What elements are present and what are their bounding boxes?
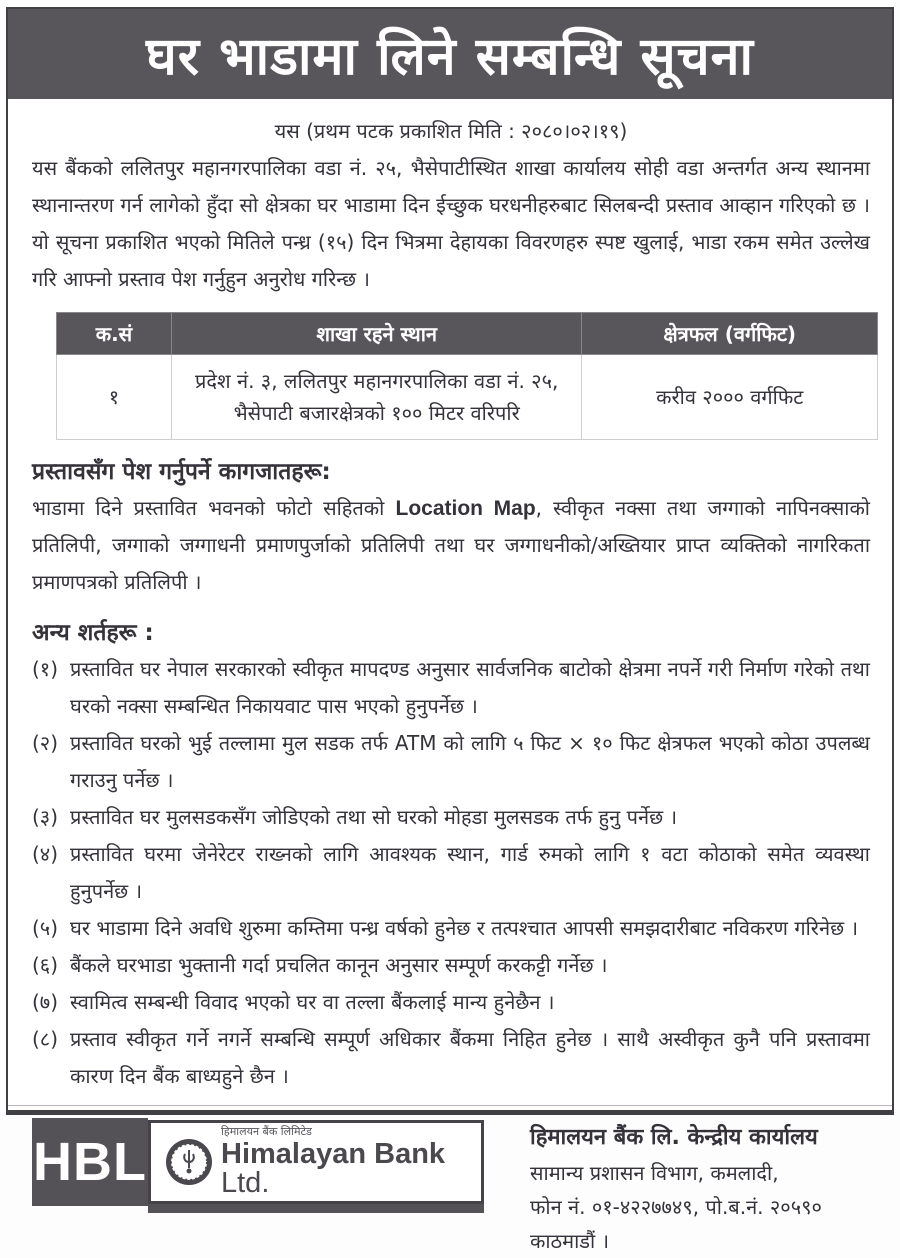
bank-ltd: Ltd. <box>221 1167 270 1199</box>
terms-heading: अन्य शर्तहरू : <box>32 620 154 646</box>
table-header-row <box>57 313 878 355</box>
table-row <box>57 355 878 440</box>
term-text: प्रस्तावित घर मुलसडकसँग जोडिएको तथा सो घरको मोहडा मुलसडक तर्फ हुनु पर्नेछ । <box>70 805 678 829</box>
office-contact: फोन नं. ०१-४२२७७४९, पो.ब.नं. २०५९० काठमाडौं । <box>530 1195 822 1253</box>
hbl-letters-badge: HBL <box>32 1118 148 1206</box>
term-number: (७) <box>32 990 59 1014</box>
term-item-3 <box>32 799 870 836</box>
term-item-2 <box>32 725 870 799</box>
term-number: (५) <box>32 916 59 940</box>
office-address-block <box>530 1118 870 1258</box>
term-number: (१) <box>32 657 59 681</box>
term-number: (२) <box>32 731 59 755</box>
documents-heading: प्रस्तावसँग पेश गर्नुपर्ने कागजातहरू: <box>32 459 331 485</box>
term-item-4 <box>32 836 870 910</box>
location-line-1: प्रदेश नं. ३, ललितपुर महानगरपालिका वडा नं. २५, <box>195 369 559 393</box>
bank-name-devanagari: हिमालयन बैंक लिमिटेड <box>221 1125 312 1138</box>
terms-list <box>32 651 870 1095</box>
office-title: हिमालयन बैंक लि. केन्द्रीय कार्यालय <box>530 1125 818 1150</box>
location-map-label: Location Map <box>395 497 536 520</box>
term-text: घर भाडामा दिने अवधि शुरुमा कम्तिमा पन्ध्र वर्षको हुनेछ र तत्पश्चात आपसी समझदारीबाट नविकरण गरिनेछ । <box>70 916 859 940</box>
bank-name-bold: Himalayan Bank <box>221 1138 446 1170</box>
term-number: (४) <box>32 842 59 866</box>
term-number: (६) <box>32 953 59 977</box>
term-number: (८) <box>32 1027 59 1051</box>
hbl-logo <box>32 1118 484 1258</box>
documents-paragraph <box>32 490 870 601</box>
page-title: घर भाडामा लिने सम्बन्धि सूचना <box>146 26 754 87</box>
col-header-sn: क.सं <box>57 313 172 355</box>
col-header-location: शाखा रहने स्थान <box>171 313 582 355</box>
cell-location <box>171 355 582 440</box>
term-text: स्वामित्व सम्बन्धी विवाद भएको घर वा तल्ला बैंकलाई मान्य हुनेछैन । <box>70 990 555 1014</box>
hbl-emblem-icon <box>165 1138 213 1186</box>
documents-text-after: , स्वीकृत नक्सा तथा जग्गाको नापिनक्साको प्रतिलिपी, जग्गाको जग्गाधनी प्रमाणपुर्जाको प्रतिलिपी तथा घर जग्गाधनीको/अख्तियार प्राप्त व्यक्तिको नागरिकता प्रमाणपत्रको प्रतिलिपी । <box>32 496 870 594</box>
notice-document <box>6 7 894 1253</box>
cell-area: करीव २००० वर्गफिट <box>582 355 878 440</box>
notice-body <box>8 99 892 1095</box>
bank-name-text <box>221 1126 481 1198</box>
branch-location-table <box>56 312 878 440</box>
term-item-7 <box>32 984 870 1021</box>
bank-name-box <box>148 1120 484 1204</box>
title-band <box>8 9 892 99</box>
term-text: प्रस्तावित घरको भुई तल्लामा मुल सडक तर्फ ATM को लागि ५ फिट × १० फिट क्षेत्रफल भएको कोठा उपलब्ध गराउनु पर्नेछ । <box>70 731 870 792</box>
location-line-2: भैसेपाटी बजारक्षेत्रको १०० मिटर वरिपरि <box>233 401 520 425</box>
publish-date-line: यस (प्रथम पटक प्रकाशित मिति : २०८०।०२।१९) <box>274 119 628 143</box>
term-item-1 <box>32 651 870 725</box>
documents-text-before: भाडामा दिने प्रस्तावित भवनको फोटो सहितको <box>32 496 396 520</box>
intro-paragraph: यस बैंकको ललितपुर महानगरपालिका वडा नं. २५, भैसेपाटीस्थित शाखा कार्यालय सोही वडा अन्तर्गत अन्य स्थानमा स्थानान्तरण गर्न लागेको हुँदा सो क्षेत्रका घर भाडामा दिन ईच्छुक घरधनीहरुबाट सिलबन्दी प्रस्ताव आव्हान गरिएको छ । यो सूचना प्रकाशित भएको मितिले पन्ध्र (१५) दिन भित्रमा देहायका विवरणहरु स्पष्ट खुलाई, भाडा रकम समेत उल्लेख गरि आफ्नो प्रस्ताव पेश गर्नुहुन अनुरोध गरिन्छ । <box>32 156 870 291</box>
bank-name-latin <box>221 1140 481 1198</box>
office-department: सामान्य प्रशासन विभाग, कमलादी, <box>530 1161 779 1185</box>
term-item-6 <box>32 947 870 984</box>
term-item-5 <box>32 910 870 947</box>
term-text: प्रस्ताव स्वीकृत गर्ने नगर्ने सम्बन्धि सम्पूर्ण अधिकार बैंकमा निहित हुनेछ । साथै अस्वीकृत कुनै पनि प्रस्तावमा कारण दिन बैंक बाध्यहुने छैन । <box>70 1027 870 1088</box>
term-text: प्रस्तावित घर नेपाल सरकारको स्वीकृत मापदण्ड अनुसार सार्वजनिक बाटोको क्षेत्रमा नपर्ने गरी निर्माण गरेको तथा घरको नक्सा सम्बन्धित निकायवाट पास भएको हुनुपर्नेछ । <box>70 657 870 718</box>
term-text: प्रस्तावित घरमा जेनेरेटर राख्नको लागि आवश्यक स्थान, गार्ड रुमको लागि १ वटा कोठाको समेत व्यवस्था हुनुपर्नेछ । <box>70 842 870 903</box>
col-header-area: क्षेत्रफल (वर्गफिट) <box>582 313 878 355</box>
footer <box>8 1105 892 1258</box>
term-number: (३) <box>32 805 59 829</box>
term-text: बैंकले घरभाडा भुक्तानी गर्दा प्रचलित कानून अनुसार सम्पूर्ण करकट्टी गर्नेछ । <box>70 953 608 977</box>
logo-shadow-bar <box>148 1204 484 1213</box>
term-item-8 <box>32 1021 870 1095</box>
cell-sn: १ <box>57 355 172 440</box>
